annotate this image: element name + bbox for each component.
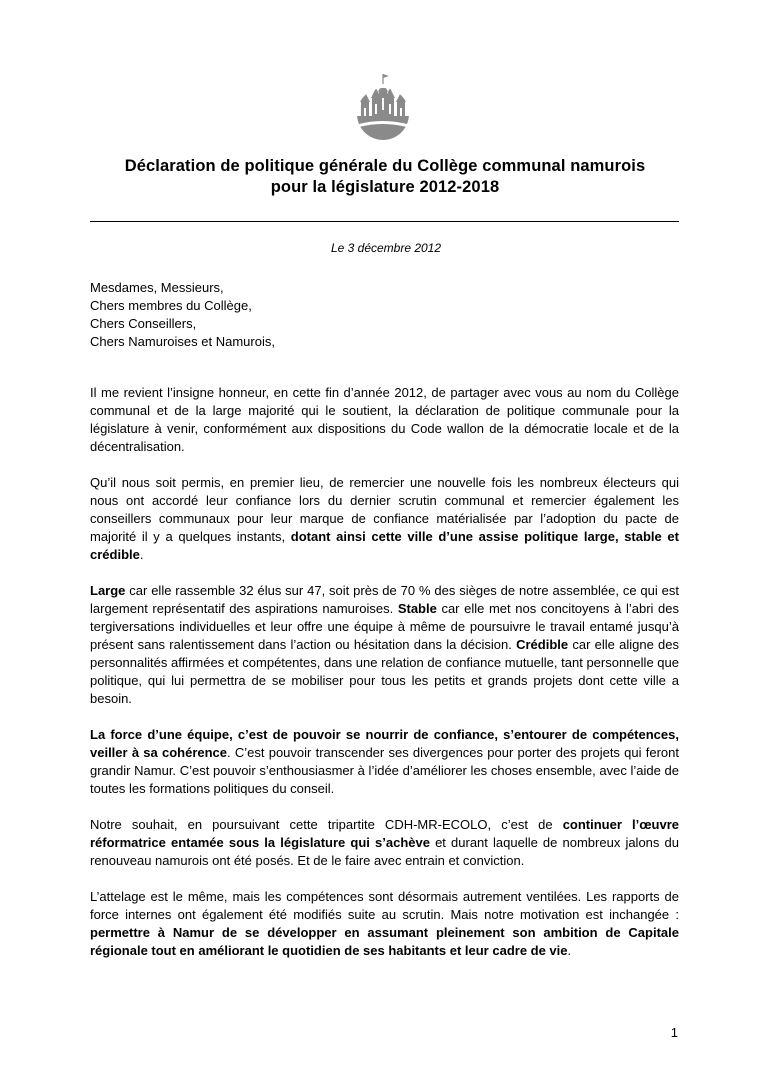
document-date: Le 3 décembre 2012 — [330, 241, 442, 255]
paragraph-emphasis: Large — [90, 583, 126, 598]
paragraph-emphasis: permettre à Namur de se développer en assumant pleinement son ambition de Capitale régionale tout en améliorant le quotidien de ses habitants et leur cadre de vie — [90, 925, 679, 958]
page-number: 1 — [670, 1025, 678, 1040]
salutation-line: Chers Namuroises et Namurois, — [90, 334, 275, 349]
paragraph-emphasis: continuer l’œuvre réformatrice entamée sous la législature qui s’achève — [90, 817, 679, 850]
paragraph-1 — [90, 384, 679, 456]
paragraph-text: . C’est pouvoir transcender ses divergences pour porter des projets qui feront grandir Namur. C’est pouvoir s’enthousiasmer à l’idée d’améliorer les choses ensemble, avec l’aide de toutes les formations politiques du conseil. — [90, 745, 679, 796]
salutation-block — [90, 279, 679, 351]
paragraph-4 — [90, 726, 679, 798]
paragraph-text: . — [567, 943, 572, 958]
document-title — [90, 156, 680, 198]
paragraph-2 — [90, 474, 679, 564]
paragraph-text: car elle rassemble 32 élus sur 47, soit près de 70 % des sièges de notre assemblée, ce qui est largement représentatif des aspirations namuroises. — [90, 583, 679, 616]
paragraph-text: car elle met nos concitoyens à l’abri des tergiversations individuelles et leur offre une équipe à même de poursuivre le travail entamé jusqu’à présent sans ralentissement dans l’action ou hésitation dans la décision. — [90, 601, 680, 652]
paragraph-text: Qu’il nous soit permis, en premier lieu, de remercier une nouvelle fois les nombreux électeurs qui nous ont accordé leur confiance lors du dernier scrutin communal et remercier également les conseillers communaux pour leur marque de confiance matérialisée par l’adoption du pacte de majorité il y a quelques instants, — [90, 475, 679, 544]
paragraph-emphasis: La force d’une équipe, c’est de pouvoir se nourrir de confiance, s’entourer de compétences, veiller à sa cohérence — [90, 727, 679, 760]
salutation-line: Mesdames, Messieurs, — [90, 280, 224, 295]
title-divider — [90, 221, 679, 222]
title-line-1: Déclaration de politique générale du Collège communal namurois — [124, 157, 646, 175]
namur-city-logo — [351, 72, 415, 142]
title-line-2: pour la législature 2012-2018 — [270, 178, 500, 196]
document-body — [90, 384, 679, 978]
salutation-line: Chers membres du Collège, — [90, 298, 252, 313]
paragraph-text: et durant laquelle de nombreux jalons du renouveau namurois ont été posés. Et de le faire avec entrain et conviction. — [90, 835, 679, 868]
paragraph-text: Notre souhait, en poursuivant cette tripartite CDH-MR-ECOLO, c’est de — [90, 817, 563, 832]
paragraph-3 — [90, 582, 679, 708]
paragraph-text: L’attelage est le même, mais les compétences sont désormais autrement ventilées. Les rapports de force internes ont également été modifiés suite au scrutin. Mais notre motivation est inchangée : — [90, 889, 679, 922]
paragraph-emphasis: Stable — [397, 601, 437, 616]
paragraph-emphasis: Crédible — [516, 637, 569, 652]
paragraph-emphasis: dotant ainsi cette ville d’une assise politique large, stable et crédible — [90, 529, 679, 562]
paragraph-5 — [90, 816, 679, 870]
paragraph-text: Il me revient l’insigne honneur, en cette fin d’année 2012, de partager avec vous au nom du Collège communal et de la large majorité qui le soutient, la déclaration de politique communale pour la législature à venir, conformément aux dispositions du Code wallon de la démocratie locale et de la décentralisation. — [90, 385, 679, 454]
paragraph-6 — [90, 888, 679, 960]
salutation-line: Chers Conseillers, — [90, 316, 197, 331]
paragraph-text: car elle aligne des personnalités affirmées et compétentes, dans une relation de confiance mutuelle, tant personnelle que politique, qui lui permettra de se mobiliser pour tous les petits et grands projets dont cette ville a besoin. — [90, 637, 679, 706]
paragraph-text: . — [139, 547, 144, 562]
